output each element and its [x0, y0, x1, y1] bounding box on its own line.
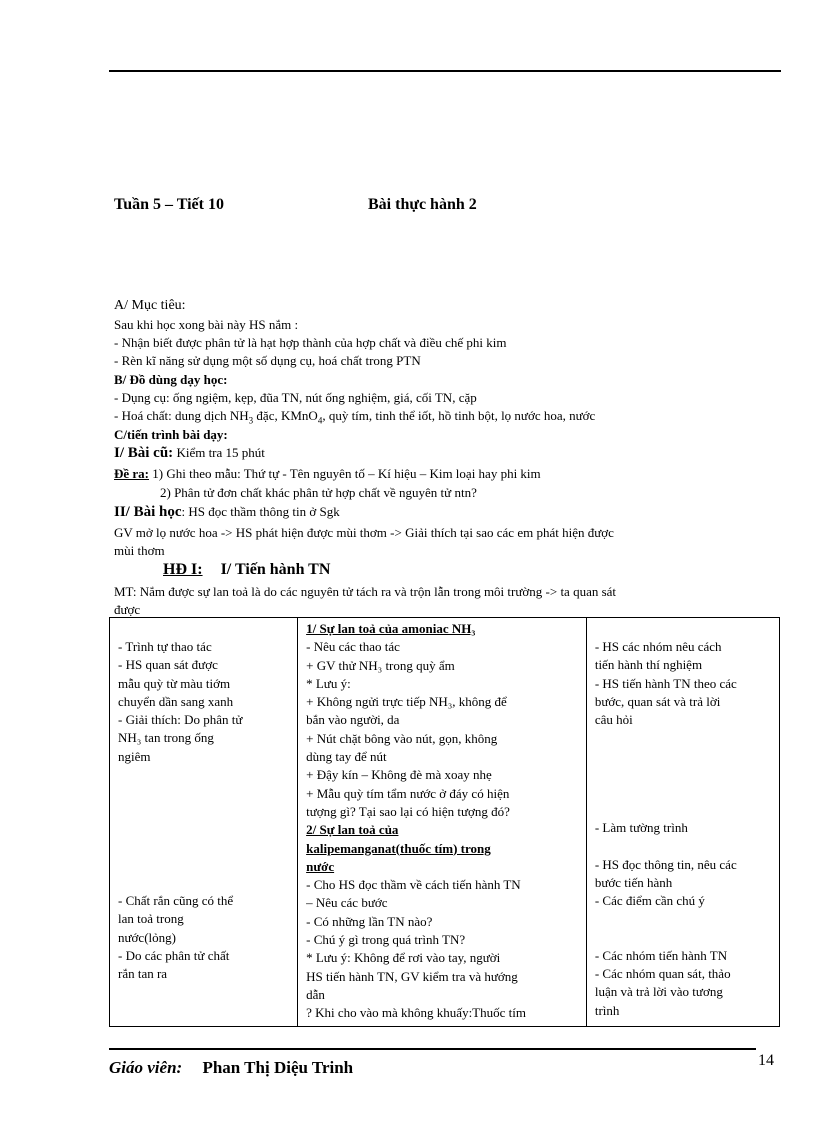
table-cell-line: dẫn: [306, 986, 325, 1002]
table-cell-line: NH₃ tan trong ống: [118, 730, 214, 746]
table-cell-line: trình: [594, 1002, 620, 1018]
table-cell-line: [118, 874, 289, 892]
lesson-table: [109, 617, 780, 1027]
table-cell-line: [595, 838, 771, 856]
table-cell-line: [595, 729, 771, 747]
lesson-title: Bài thực hành 2: [368, 196, 477, 213]
activity-header: [163, 561, 330, 579]
table-cell-line: - Nêu các thao tác: [306, 639, 400, 655]
table-cell-line: + Nút chặt bông vào nút, gọn, không: [306, 730, 498, 746]
table-cell-line: [118, 856, 289, 874]
old-lesson-text: Kiểm tra 15 phút: [173, 445, 265, 460]
table-cell-line: - Làm tường trình: [594, 820, 688, 836]
intro-line: GV mở lọ nước hoa -> HS phát hiện được mùi thơm -> Giải thích tại sao các em phát hiện được: [114, 525, 614, 540]
table-cell-line: [118, 838, 289, 856]
table-cell-line: * Lưu ý: Không để rơi vào tay, người: [306, 950, 501, 966]
table-cell-line: [595, 929, 771, 947]
table-cell-line: * Lưu ý:: [306, 675, 351, 691]
table-cell-line: - Các nhóm quan sát, thảo: [594, 965, 731, 981]
objective-item: - Nhận biết được phân tử là hạt hợp thành của hợp chất và điều chế phi kim: [114, 335, 507, 350]
teacher-activities-column: [298, 618, 587, 1027]
table-cell-line: [595, 765, 771, 783]
table-cell-line: HS tiến hành TN, GV kiểm tra và hướng: [306, 968, 518, 984]
activity-title: I/ Tiến hành TN: [220, 561, 331, 578]
table-cell-line: [595, 620, 771, 638]
table-cell-line: dùng tay để nút: [306, 749, 387, 765]
page-number: 14: [758, 1052, 774, 1069]
teacher-signature: [109, 1058, 353, 1078]
equipment-tools: - Dụng cụ: ống ngiệm, kẹp, đũa TN, nút ống nghiệm, giá, cối TN, cặp: [114, 390, 477, 405]
objectives-intro: Sau khi học xong bài này HS nắm :: [114, 317, 299, 332]
objective-item: - Rèn kĩ năng sử dụng một số dụng cụ, hoá chất trong PTN: [114, 353, 421, 368]
table-cell-line: - HS đọc thông tin, nêu các: [594, 856, 737, 872]
mt-line: MT: Nắm được sự lan toả là do các nguyên tử tách ra và trộn lẫn trong môi trường -> ta quan sát: [114, 584, 617, 599]
table-cell-line: [595, 911, 771, 929]
teacher-label: Giáo viên:: [109, 1058, 183, 1077]
table-cell-line: tiến hành thí nghiệm: [594, 657, 703, 673]
equipment-heading: B/ Đồ dùng dạy học:: [114, 372, 228, 387]
footer-rule: [109, 1048, 756, 1050]
week-lesson: Tuần 5 – Tiết 10: [114, 196, 224, 213]
table-cell-line: + GV thử NH₃ trong quỳ ẩm: [306, 657, 455, 673]
table-cell-line: [118, 802, 289, 820]
table-cell-line: + Đậy kín – Không đè mà xoay nhẹ: [306, 767, 492, 783]
table-cell-line: + Không ngửi trực tiếp NH₃, không để: [306, 694, 507, 710]
chem-sub-3: 3: [248, 415, 254, 426]
new-lesson-heading: II/ Bài học: [114, 504, 182, 520]
old-lesson-heading: I/ Bài cũ:: [114, 445, 174, 461]
table-cell-line: - Giải thích: Do phân tử: [118, 712, 243, 728]
teacher-name: Phan Thị Diệu Trinh: [202, 1058, 354, 1077]
table-cell-line: [118, 620, 289, 638]
table-cell-line: bắn vào người, da: [306, 712, 400, 728]
table-cell-line: - Các nhóm tiến hành TN: [594, 947, 728, 963]
table-cell-line: [118, 766, 289, 784]
table-cell-line: - Trình tự thao tác: [118, 639, 212, 654]
table-cell-line: - HS tiến hành TN theo các: [594, 675, 737, 691]
table-cell-line: - Chú ý gì trong quá trình TN?: [306, 932, 466, 948]
table-cell-line: + Mẫu quỳ tím tẩm nước ở đáy có hiện: [306, 785, 510, 801]
new-lesson: [114, 503, 340, 521]
table-cell-line: ngiêm: [118, 748, 151, 764]
table-cell-line: [118, 820, 289, 838]
table-cell-line: [595, 801, 771, 819]
table-cell-line: kalipemanganat(thuốc tím) trong: [306, 840, 491, 856]
table-cell-line: bước, quan sát và trả lời: [594, 693, 721, 709]
table-cell-line: ? Khi cho vào mà không khuấy:Thuốc tím: [306, 1005, 526, 1021]
table-cell-line: luận và trả lời vào tương: [594, 984, 723, 1000]
table-cell-line: - HS quan sát được: [118, 657, 218, 673]
chem-sub-4: 4: [317, 415, 323, 426]
table-cell-line: [118, 784, 289, 802]
table-cell-line: – Nêu các bước: [306, 895, 388, 911]
table-cell-line: mẫu quỳ từ màu tiớm: [118, 675, 231, 691]
exam-q2: 2) Phân tử đơn chất khác phân tử hợp chất về nguyên tử ntn?: [160, 485, 477, 500]
table-cell-line: bước tiến hành: [594, 875, 673, 891]
intro-line: mùi thơm: [114, 543, 165, 558]
process-heading: C/tiến trình bài dạy:: [114, 427, 228, 442]
header-rule: [109, 70, 781, 72]
table-cell-line: [595, 783, 771, 801]
table-row: [110, 618, 780, 1027]
mt-line: được: [114, 602, 141, 617]
new-lesson-text: : HS đọc thầm thông tin ở Sgk: [181, 504, 340, 519]
student-activities-column: [586, 618, 779, 1027]
table-cell-line: [595, 747, 771, 765]
exam-q1: [114, 465, 541, 483]
objectives-heading: A/ Mục tiêu:: [114, 298, 186, 313]
table-cell-line: 2/ Sự lan toả của: [306, 822, 399, 838]
table-cell-line: câu hỏi: [594, 712, 633, 728]
table-cell-line: rắn tan ra: [118, 966, 168, 982]
chem-part-c: , quỳ tím, tinh thể iốt, hồ tinh bột, lọ nước hoa, nước: [322, 408, 596, 423]
exam-label: Đề ra:: [114, 466, 150, 481]
table-cell-line: - Cho HS đọc thầm về cách tiến hành TN: [306, 877, 521, 893]
exam-q1-text: 1) Ghi theo mẫu: Thứ tự - Tên nguyên tố – Kí hiệu – Kim loại hay phi kim: [149, 466, 541, 481]
activity-label: HĐ I:: [163, 561, 203, 578]
table-cell-line: - Chất rắn cũng có thể: [118, 893, 234, 909]
table-cell-line: nước(lỏng): [118, 929, 176, 945]
table-cell-line: 1/ Sự lan toả của amoniac NH₃: [306, 621, 476, 636]
table-cell-line: - Có những lần TN nào?: [306, 913, 433, 929]
table-cell-line: tượng gì? Tại sao lại có hiện tượng đó?: [306, 803, 510, 819]
chem-part-a: - Hoá chất: dung dịch NH: [114, 408, 249, 423]
student-notes-column: [110, 618, 298, 1027]
table-cell-line: - Do các phân tử chất: [118, 947, 230, 963]
table-cell-line: nước: [306, 858, 335, 874]
chem-part-b: đặc, KMnO: [253, 408, 318, 423]
table-cell-line: - Các điểm cần chú ý: [594, 893, 705, 909]
old-lesson: [114, 444, 265, 462]
table-cell-line: chuyển dần sang xanh: [118, 693, 234, 709]
table-cell-line: - HS các nhóm nêu cách: [594, 639, 722, 654]
table-cell-line: lan toả trong: [118, 911, 184, 927]
